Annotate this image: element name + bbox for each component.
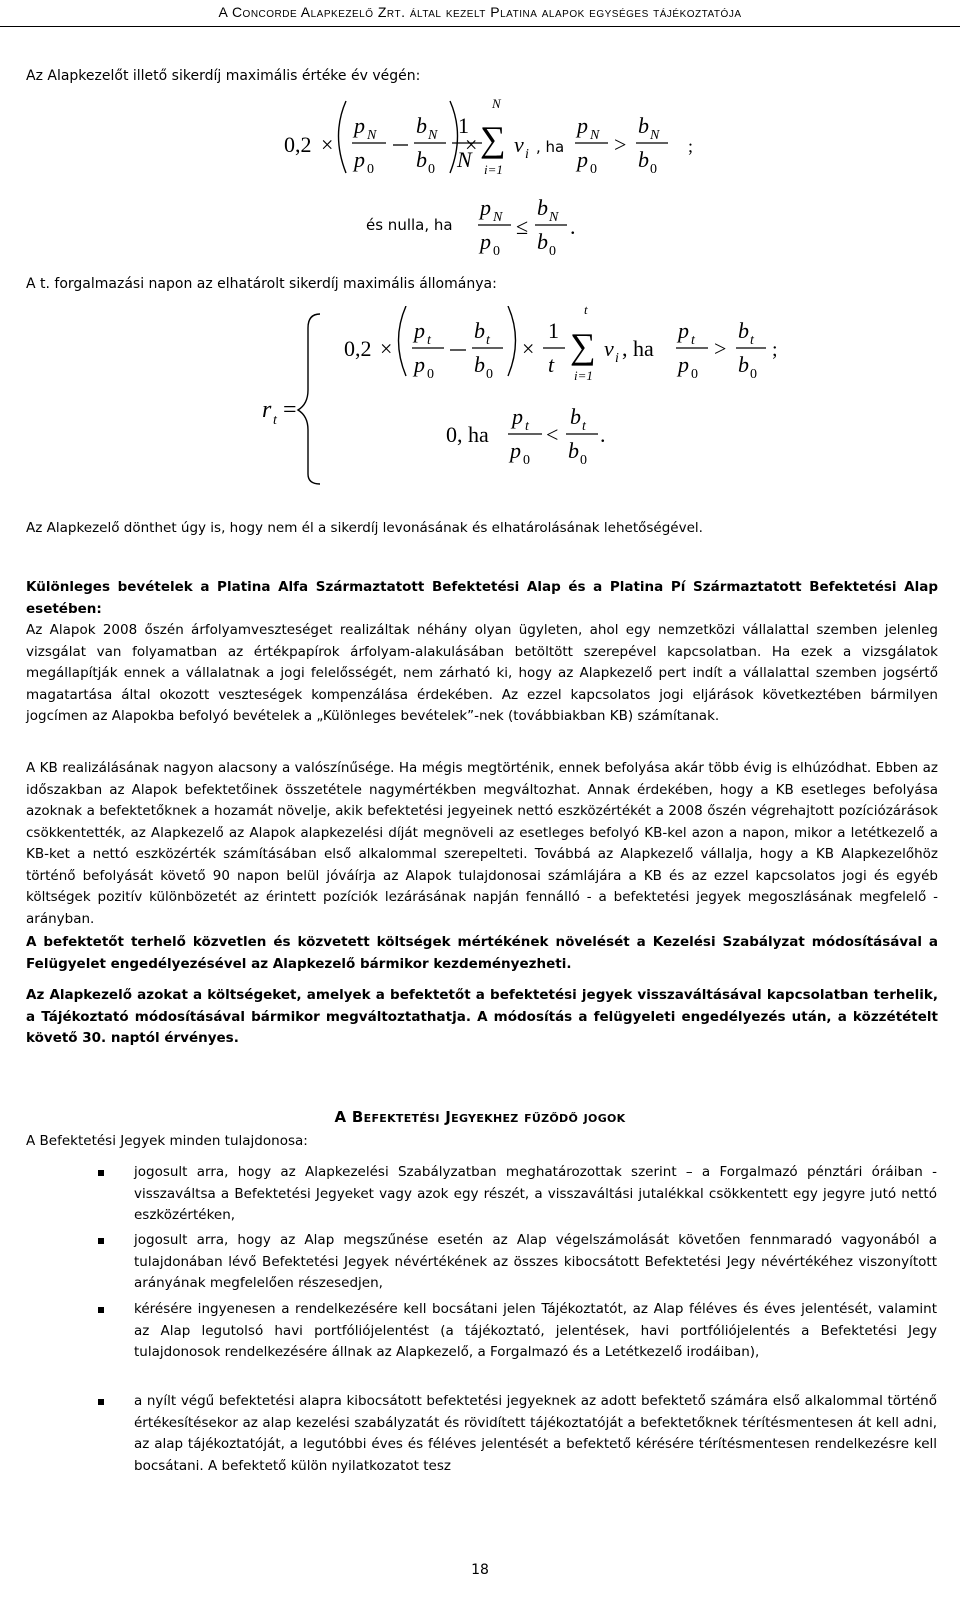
f2-p0-sub: 0 [427, 367, 434, 382]
f2-cond-bt-sub: t [750, 333, 754, 348]
f1-v: v [514, 132, 524, 157]
f1-z-b0: b [537, 229, 548, 254]
f1-period: . [570, 214, 576, 239]
rights-list-item: jogosult arra, hogy az Alapkezelési Szabályzatban meghatározottak szerint – a Forgalmazó pénztári óráiban - visszaváltsa a Befektetési Jegyeket vagy azok egy részét, a visszaváltási jutalékkal csökkentett egy jegyre jutó nettó eszközértéken, [134, 1164, 937, 1223]
f2-left-paren [399, 306, 407, 376]
f1-semicolon: ; [688, 136, 694, 156]
bullet-square-icon [98, 1307, 104, 1313]
f1-b0: b [416, 147, 427, 172]
f1-cond-p0: p [577, 147, 588, 172]
f1-one: 1 [458, 113, 469, 138]
f2-b0-sub: 0 [486, 367, 493, 382]
f1-left-paren [339, 101, 347, 173]
header-rule [0, 26, 960, 27]
f1-z-p0: p [480, 229, 491, 254]
f2-v-sub: i [615, 351, 619, 366]
f2-cond-b0: b [738, 352, 749, 377]
f2-sum-top: t [584, 306, 588, 317]
f1-cond-bN-sub: N [650, 128, 660, 143]
f2-period: . [600, 422, 606, 447]
f1-cond-b0-sub: 0 [650, 162, 657, 177]
f2-one: 1 [548, 318, 559, 343]
f1-cond-b0: b [638, 147, 649, 172]
f2-bt-sub: t [486, 333, 490, 348]
f2-cond-p0-sub: 0 [691, 367, 698, 382]
f2-cond-bt: b [738, 318, 749, 343]
rights-list-item: kérésére ingyenesen a rendelkezésére kell bocsátani jelen Tájékoztatót, az Alap féléves és éves jelentését, valamint az Alap legutolsó havi portfóliójelentést (a tájékoztató, jelentések, havi portfóliójelentés a Befektetési Jegy tulajdonosok rendelkezésére állnak az Alapkezelő, a Forgalmazó és a Letétkezelő irodáiban), [134, 1301, 937, 1360]
f1-cond-pN-sub: N [590, 128, 600, 143]
f2-sum-sign: ∑ [570, 326, 596, 366]
f2-r-sub: t [273, 413, 277, 428]
f1-z-pN-sub: N [493, 210, 503, 225]
f2-cond-pt: p [678, 318, 689, 343]
f2-p0: p [414, 352, 425, 377]
f1-cond-pN: p [577, 113, 588, 138]
f2-cond-p0: p [678, 352, 689, 377]
rights-title [0, 1108, 960, 1126]
f2-semicolon: ; [772, 339, 778, 361]
rights-list-item: jogosult arra, hogy az Alap megszűnése esetén az Alap végelszámolását követően fennmaradó vagyonából a tulajdonában lévő Befektetési Jegyek névértékének az összes kibocsátott Befektetési Jegy névértékéhez viszonyított arányának megfelelően részesedjen, [134, 1232, 937, 1291]
bullet-square-icon [98, 1399, 104, 1405]
f2-z-b0-sub: 0 [580, 453, 587, 468]
running-header-text: A Concorde Alapkezelő Zrt. által kezelt Platina alapok egységes tájékoztatója [218, 4, 742, 20]
bullet-square-icon [98, 1238, 104, 1244]
f2-z-pt-sub: t [525, 419, 529, 434]
f2-z-bt: b [570, 404, 581, 429]
f1-N: N [457, 147, 472, 172]
f2-b0: b [474, 352, 485, 377]
f1-cond-bN: b [638, 113, 649, 138]
f2-z-b0: b [568, 438, 579, 463]
f2-lt: < [546, 422, 559, 447]
f2-pt-sub: t [427, 333, 431, 348]
f1-times-2: × [465, 132, 478, 157]
f1-cond-p0-sub: 0 [590, 162, 597, 177]
f2-zero: 0, ha [446, 422, 489, 447]
f1-coef: 0,2 [284, 132, 312, 157]
f2-z-bt-sub: t [582, 419, 586, 434]
f2-r: r [262, 397, 272, 423]
f1-z-pN: p [480, 195, 491, 220]
f1-sum-sign: ∑ [480, 119, 506, 159]
f2-ha: , ha [622, 336, 654, 361]
formula2-equation [0, 306, 960, 486]
f1-p0: p [354, 147, 365, 172]
formula1-equation [0, 95, 960, 265]
f2-z-pt: p [512, 404, 523, 429]
f1-z-b0-sub: 0 [549, 244, 556, 259]
f2-cond-b0-sub: 0 [750, 367, 757, 382]
costs-change-paragraph: Az Alapkezelő azokat a költségeket, amelyek a befektetőt a befektetési jegyek visszaváltásával kapcsolatban terhelik, a Tájékoztató módosításával bármikor megváltoztathatja. A módosítás a felügyeleti engedélyezés után, a közzétételt követő 30. naptól érvényes. [26, 987, 938, 1046]
f2-left-brace [298, 314, 320, 484]
f1-p0-sub: 0 [367, 162, 374, 177]
formula2-intro: A t. forgalmazási napon az elhatárolt sikerdíj maximális állománya: [26, 276, 497, 292]
f1-pN-sub: N [367, 128, 377, 143]
f1-z-p0-sub: 0 [493, 244, 500, 259]
bullet-square-icon [98, 1170, 104, 1176]
f2-z-p0-sub: 0 [523, 453, 530, 468]
costs-increase-paragraph: A befektetőt terhelő közvetlen és közvetett költségek mértékének növelését a Kezelési Szabályzat módosításával a Felügyelet engedélyezésével az Alapkezelő bármikor kezdeményezheti. [26, 934, 938, 972]
f2-eq: = [283, 397, 297, 423]
f1-gt: > [614, 132, 627, 157]
f1-b0-sub: 0 [428, 162, 435, 177]
kb-heading: Különleges bevételek a Platina Alfa Származtatott Befektetési Alap és a Platina Pí Származtatott Befektetési Alap esetében: [26, 579, 938, 617]
f1-bN: b [416, 113, 427, 138]
f1-zero-line: és nulla, ha [366, 216, 453, 234]
f1-z-bN: b [537, 195, 548, 220]
rights-title-text: A Befektetési Jegyekhez fűződő jogok [334, 1108, 626, 1126]
f1-sum-top: N [492, 96, 501, 111]
f2-cond-pt-sub: t [691, 333, 695, 348]
kb-paragraph-2: A KB realizálásának nagyon alacsony a valószínűsége. Ha mégis megtörténik, ennek befolyása akár több évig is elhúzódhat. Ebben az időszakban az Alapok befektetőinek összetétele nagymértékben megváltozhat. Annak érdekében, hogy a KB esetleges befolyása azoknak a befektetőknek a hozamát növelje, akik befektetési jegyeinek nettó eszközértékét a 2008 őszén végrehajtott pozíciózárások csökkentették, az Alapkezelő az Alapok alapkezelési díját megnöveli az esetleges befolyó KB-kel azon a napon, mikor a letétkezelő a KB-ket a nettó eszközérték számításában első alkalommal szerepelteti. Továbbá az Alapkezelő vállalja, hogy a KB Alapkezelőhöz történő befolyását követő 90 napon belül jóváírja az Alapok tulajdonosai számlájára a KB és az ezzel kapcsolatos jogi és egyéb költségek pozitív különbözetét az érintett pozíciók lezárásának napján fennálló - a befektetési jegyek megoszlásának megfelelő - arányban. [26, 760, 938, 927]
f1-bN-sub: N [428, 128, 438, 143]
f1-le: ≤ [516, 214, 529, 239]
f1-sum-bottom: i=1 [484, 162, 503, 177]
kb-paragraph-1: Az Alapok 2008 őszén árfolyamveszteséget realizáltak néhány olyan ügyleten, ahol egy nemzetközi vállalattal szemben jelenleg vizsgálat van folyamatban az értékpapírok árfolyam-alakulásában betöltött szerepével kapcsolatban. Ha ezek a vizsgálatok megállapítják ennek a vállalatnak a jogi felelősségét, nem zárható ki, hogy az Alapkezelő pert indít a vállalattal szemben jogsértő magatartása által okozott veszteségek kompenzálása érdekében. Az ezzel kapcsolatos jogi eljárások következtében bármilyen jogcímen az Alapokba befolyó bevételek a „Különleges bevételek”-nek (továbbiakban KB) számítanak. [26, 622, 938, 724]
page-number: 18 [471, 1562, 489, 1578]
f2-right-paren [508, 306, 516, 376]
formula1-intro: Az Alapkezelőt illető sikerdíj maximális értéke év végén: [26, 68, 421, 84]
f2-coef: 0,2 [344, 336, 372, 361]
f1-ha: , ha [536, 138, 565, 156]
f1-pN: p [354, 113, 365, 138]
f2-v: v [604, 336, 614, 361]
rights-list-item: a nyílt végű befektetési alapra kibocsátott befektetési jegyeknek az adott befektető számára első alkalommal történő értékesítésekor az alap kezelési szabályzatát és rövidített tájékoztatóját a befektetőknek térítésmentesen át kell adni, az alap tájékoztatóját, a legutóbbi éves és féléves jelentését a befektető kérésére térítésmentesen rendelkezésre kell bocsátani. A befektető külön nyilatkozatot tesz [134, 1393, 937, 1474]
f2-bt: b [474, 318, 485, 343]
f2-z-p0: p [510, 438, 521, 463]
f2-times-1: × [380, 336, 393, 361]
f1-z-bN-sub: N [549, 210, 559, 225]
f2-times-2: × [522, 336, 535, 361]
f2-t: t [548, 352, 555, 377]
sikerdij-note: Az Alapkezelő dönthet úgy is, hogy nem él a sikerdíj levonásának és elhatárolásának lehetőségével. [26, 520, 703, 536]
f2-gt: > [714, 336, 727, 361]
f1-v-sub: i [525, 147, 529, 162]
f1-times-1: × [321, 132, 334, 157]
f2-sum-bottom: i=1 [574, 368, 593, 383]
rights-intro: A Befektetési Jegyek minden tulajdonosa: [26, 1133, 308, 1149]
f2-pt: p [414, 318, 425, 343]
